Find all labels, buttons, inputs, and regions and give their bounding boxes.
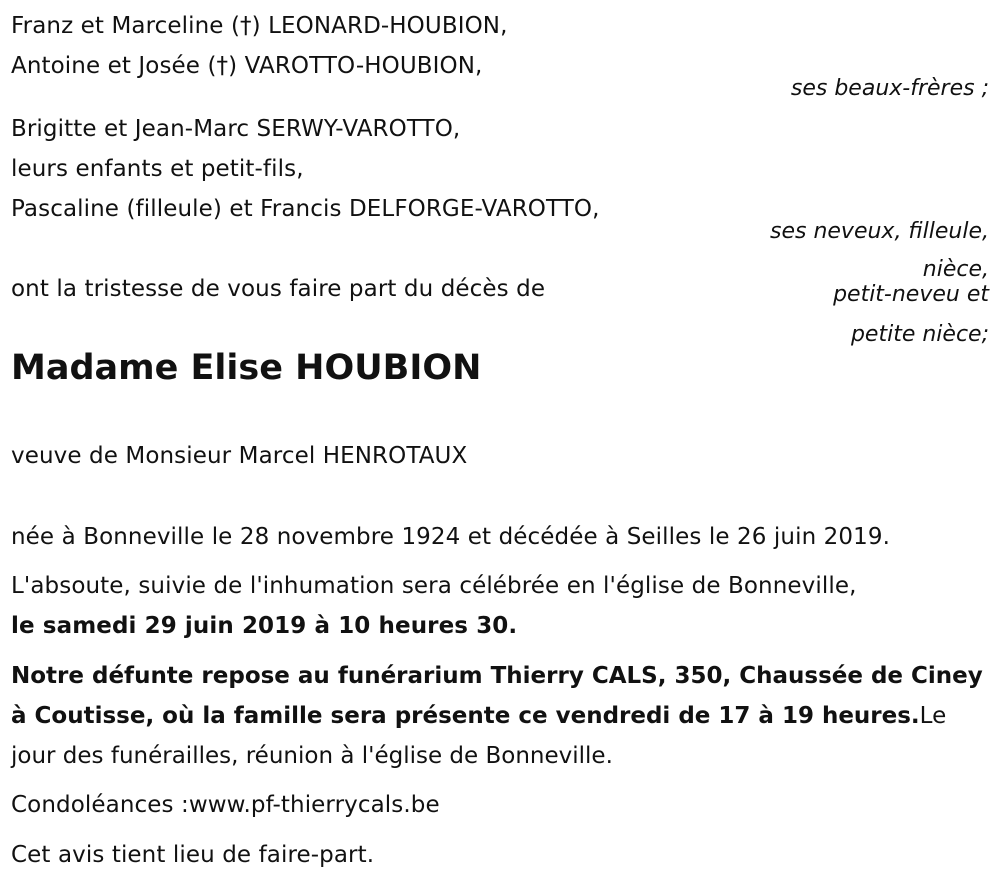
funeral-home-paragraph <box>11 656 996 776</box>
ceremony-date: le samedi 29 juin 2019 à 10 heures 30. <box>11 613 518 639</box>
relation-note-beaux-freres: ses beaux-frères ; <box>790 76 989 101</box>
family-line-enfants: leurs enfants et petit-fils, <box>11 156 304 182</box>
family-line-leonard: Franz et Marceline (†) LEONARD-HOUBION, <box>11 13 508 39</box>
widow-line: veuve de Monsieur Marcel HENROTAUX <box>11 443 468 469</box>
funeral-home-info: Notre défunte repose au funérarium Thierry CALS, 350, Chaussée de Ciney à Coutisse, où la famille sera présente ce vendredi de 17 à 19 heures. <box>11 663 983 729</box>
ceremony-line: L'absoute, suivie de l'inhumation sera célébrée en l'église de Bonneville, <box>11 573 857 599</box>
birth-death-dates: née à Bonneville le 28 novembre 1924 et décédée à Seilles le 26 juin 2019. <box>11 524 891 550</box>
family-line-serwy: Brigitte et Jean-Marc SERWY-VAROTTO, <box>11 116 461 142</box>
relation-note-niece: nièce, <box>922 257 989 282</box>
family-line-varotto: Antoine et Josée (†) VAROTTO-HOUBION, <box>11 53 483 79</box>
announcement-intro: ont la tristesse de vous faire part du décès de <box>11 276 546 302</box>
relation-note-petite-niece: petite nièce; <box>850 322 989 347</box>
closing-line: Cet avis tient lieu de faire-part. <box>11 842 375 868</box>
family-line-delforge: Pascaline (filleule) et Francis DELFORGE-VAROTTO, <box>11 196 600 222</box>
relation-note-neveux: ses neveux, filleule, <box>770 219 989 244</box>
condolences-link[interactable]: Condoléances :www.pf-thierrycals.be <box>11 792 440 818</box>
deceased-name: Madame Elise HOUBION <box>11 348 482 388</box>
relation-note-petit-neveu: petit-neveu et <box>833 282 989 307</box>
gathering-info: Le jour des funérailles, réunion à l'église de Bonneville. <box>11 703 947 769</box>
